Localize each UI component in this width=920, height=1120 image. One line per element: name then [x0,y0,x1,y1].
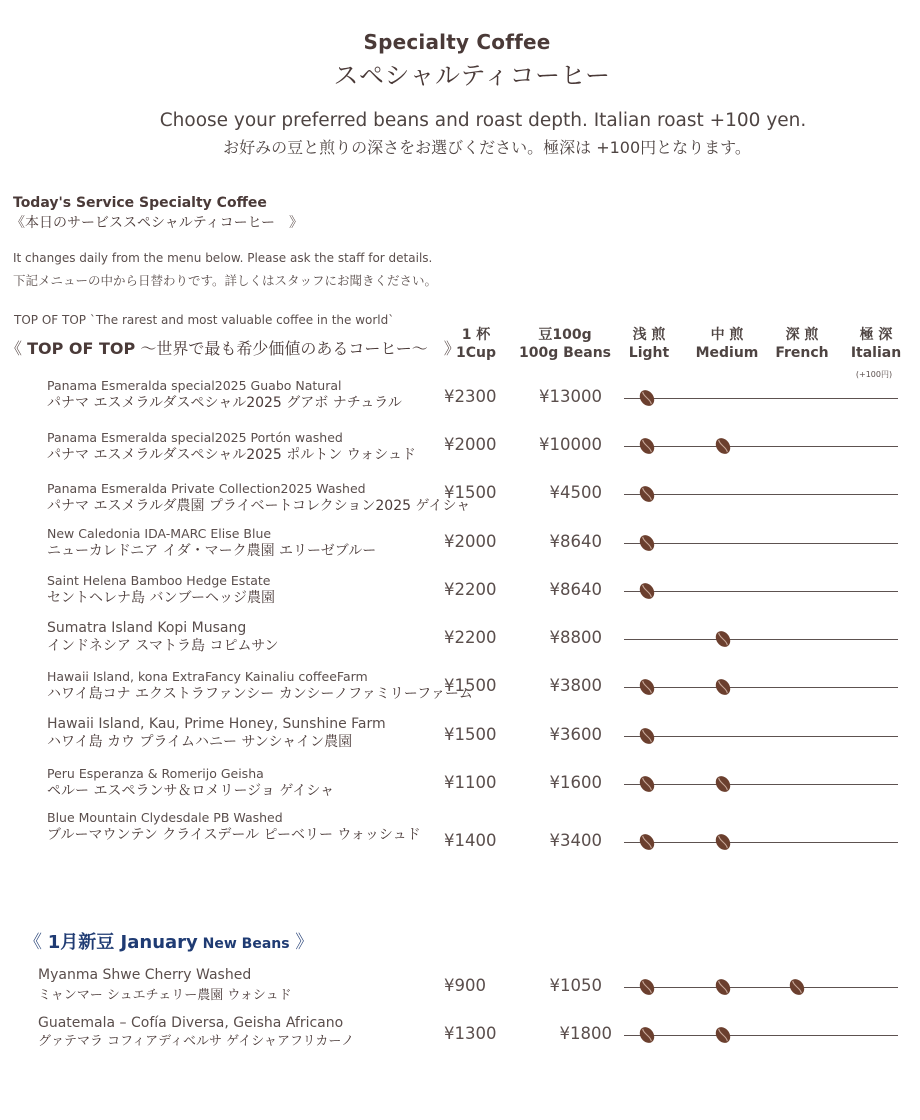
item-name-jp: ペルー エスペランサ＆ロメリージョ ゲイシャ [47,783,335,799]
page-title-jp: スペシャルティコーヒー [333,61,611,90]
column-header-cup [448,326,504,362]
coffee-bean-icon-light [636,831,658,854]
price-100g-beans: ¥1800 [559,1024,612,1043]
price-cup: ¥1500 [444,676,497,695]
coffee-bean-icon-medium [712,628,734,651]
coffee-bean-icon-light [636,532,658,555]
cup-en: 1Cup [455,345,496,361]
column-header-medium [692,326,762,362]
roast-scale-line [624,398,898,399]
coffee-bean-icon-medium [712,831,734,854]
roast-scale-line [624,494,898,495]
medium-jp: 中 煎 [710,327,744,343]
price-cup: ¥1500 [444,483,497,502]
coffee-bean-icon-light [636,387,658,410]
roast-scale-line [624,1035,898,1036]
price-cup: ¥1500 [444,725,497,744]
column-header-light [622,326,676,362]
price-100g-beans: ¥8640 [549,532,602,551]
coffee-bean-icon-light [636,676,658,699]
item-name-jp: パナマ エスメラルダスペシャル2025 グアボ ナチュラル [47,395,402,411]
item-name-jp: グァテマラ コフィアディベルサ ゲイシャアフリカーノ [38,1034,355,1049]
item-name-en: Sumatra Island Kopi Musang [47,620,247,636]
price-100g-beans: ¥10000 [539,435,602,454]
price-cup: ¥1400 [444,831,497,850]
roast-scale-line [624,446,898,447]
item-name-jp: ハワイ島 カウ プライムハニー サンシャイン農園 [47,734,353,750]
item-name-jp: インドネシア スマトラ島 コピムサン [47,638,279,654]
item-name-en: Panama Esmeralda special2025 Guabo Natural [47,378,342,393]
item-name-en: Hawaii Island, kona ExtraFancy Kainaliu coffeeFarm [47,669,368,684]
light-en: Light [628,345,670,361]
top-of-top-section-title [6,336,460,359]
price-cup: ¥1300 [444,1024,497,1043]
coffee-bean-icon-light [636,725,658,748]
beans-jp: 豆100g [538,327,592,343]
roast-scale-line [624,687,898,688]
coffee-bean-icon-light [636,483,658,506]
open-bracket: 《 [24,932,48,953]
column-header-french [770,326,834,362]
coffee-bean-icon-medium [712,676,734,699]
price-cup: ¥1100 [444,773,497,792]
price-100g-beans: ¥13000 [539,387,602,406]
price-100g-beans: ¥1050 [549,976,602,995]
coffee-bean-icon-light [636,976,658,999]
item-name-jp: パナマ エスメラルダスペシャル2025 ポルトン ウォシュド [47,447,416,463]
coffee-bean-icon-light [636,435,658,458]
today-service-title-en: Today's Service Specialty Coffee [13,195,267,211]
today-note-jp: 下記メニューの中から日替わりです。詳しくはスタッフにお聞きください。 [13,273,438,288]
price-cup: ¥900 [444,976,486,995]
subtitle-jp: お好みの豆と煎りの深さをお選びください。極深は +100円となります。 [223,138,751,157]
coffee-bean-icon-medium [712,773,734,796]
item-name-en: Peru Esperanza & Romerijo Geisha [47,766,264,781]
light-jp: 浅 煎 [632,327,666,343]
price-100g-beans: ¥8800 [549,628,602,647]
italian-jp: 極 深 [859,327,893,343]
price-100g-beans: ¥3600 [549,725,602,744]
item-name-jp: ブルーマウンテン クライスデール ピーベリー ウォッシュド [47,827,421,843]
roast-scale-line [624,543,898,544]
january-en: January [120,932,198,953]
price-cup: ¥2000 [444,532,497,551]
coffee-bean-icon-medium [712,976,734,999]
price-100g-beans: ¥1600 [549,773,602,792]
italian-en: Italian [850,345,902,361]
item-name-en: New Caledonia IDA-MARC Elise Blue [47,526,272,541]
january-jp: 1月新豆 [47,932,121,953]
item-name-jp: ニューカレドニア イダ・マーク農園 エリーゼブルー [47,543,377,559]
january-section-title [24,928,313,954]
french-jp: 深 煎 [785,327,819,343]
item-name-jp: パナマ エスメラルダ農園 プライベートコレクション2025 ゲイシャ [47,498,471,514]
price-cup: ¥2200 [444,580,497,599]
french-en: French [775,345,829,361]
coffee-bean-icon-light [636,580,658,603]
roast-scale-line [624,736,898,737]
roast-scale-line [624,842,898,843]
coffee-bean-icon-medium [712,1024,734,1047]
open-bracket: 《 [6,339,28,358]
page-title-en: Specialty Coffee [363,30,551,54]
close-bracket: 》 [289,932,314,953]
item-name-en: Hawaii Island, Kau, Prime Honey, Sunshine Farm [47,716,386,732]
item-name-en: Myanma Shwe Cherry Washed [38,967,252,983]
cup-jp: 1 杯 [461,327,491,343]
coffee-bean-icon-french [786,976,808,999]
beans-en: 100g Beans [518,345,612,361]
column-header-italian [846,326,906,362]
roast-scale-line [624,987,898,988]
today-note-en: It changes daily from the menu below. Please ask the staff for details. [13,251,433,265]
price-cup: ¥2200 [444,628,497,647]
medium-en: Medium [695,345,759,361]
item-name-jp: セントヘレナ島 バンブーヘッジ農園 [47,590,276,606]
item-name-en: Saint Helena Bamboo Hedge Estate [47,573,271,588]
item-name-en: Guatemala – Cofía Diversa, Geisha Africano [38,1015,344,1031]
top-of-top-jp: 〜世界で最も希少価値のあるコーヒー〜 》 [135,339,460,358]
item-name-jp: ハワイ島コナ エクストラファンシー カンシーノファミリーファーム [47,686,473,702]
roast-scale-line [624,639,898,640]
price-100g-beans: ¥3400 [549,831,602,850]
price-100g-beans: ¥4500 [549,483,602,502]
top-of-top-caption-en: TOP OF TOP `The rarest and most valuable coffee in the world` [14,313,395,327]
price-100g-beans: ¥8640 [549,580,602,599]
coffee-bean-icon-light [636,1024,658,1047]
item-name-jp: ミャンマー シュエチェリー農園 ウォシュド [38,988,292,1003]
item-name-en: Panama Esmeralda Private Collection2025 Washed [47,481,366,496]
italian-surcharge-note: (+100円) [855,370,893,379]
today-service-title-jp: 《本日のサービススペシャルティコーヒー 》 [11,215,304,231]
coffee-bean-icon-medium [712,435,734,458]
price-cup: ¥2300 [444,387,497,406]
subtitle-en: Choose your preferred beans and roast depth. Italian roast +100 yen. [159,110,807,131]
price-cup: ¥2000 [444,435,497,454]
item-name-en: Blue Mountain Clydesdale PB Washed [47,810,283,825]
top-of-top-bold: TOP OF TOP [27,339,136,358]
roast-scale-line [624,784,898,785]
new-beans-label: New Beans [197,936,290,952]
column-header-beans [510,326,620,362]
roast-scale-line [624,591,898,592]
price-100g-beans: ¥3800 [549,676,602,695]
coffee-bean-icon-light [636,773,658,796]
item-name-en: Panama Esmeralda special2025 Portón washed [47,430,343,445]
